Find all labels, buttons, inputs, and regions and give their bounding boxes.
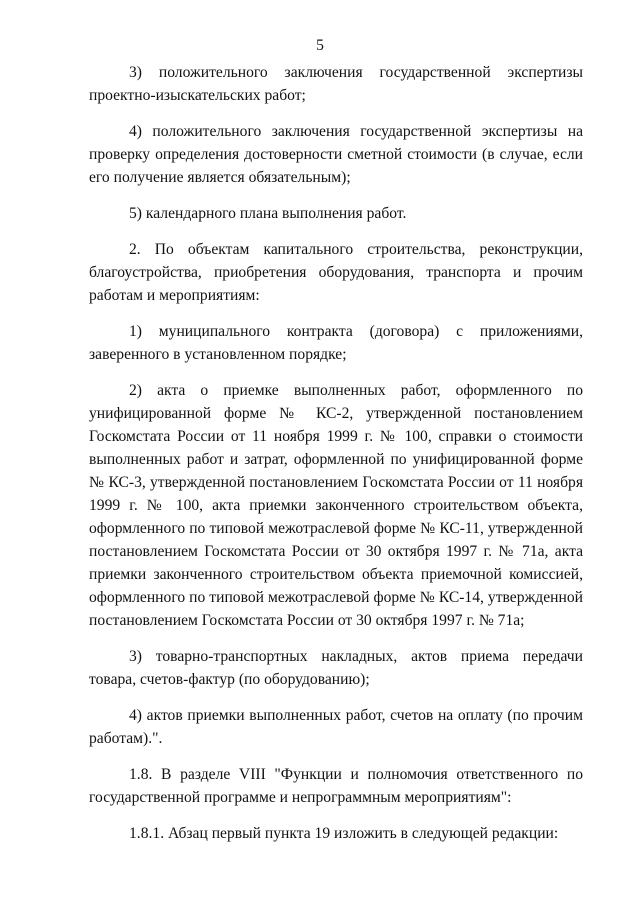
paragraph-item-3: 3) положительного заключения государственной экспертизы проектно-изыскательских работ; — [89, 64, 583, 104]
paragraph-item-4-acceptance: 4) актов приемки выполненных работ, счетов на оплату (по прочим работам).". — [89, 707, 583, 747]
paragraph-item-1-contract: 1) муниципального контракта (договора) с приложениями, заверенного в установленном порядке; — [89, 323, 583, 363]
paragraph-item-5: 5) календарного плана выполнения работ. — [129, 205, 407, 222]
paragraph-item-2-acts: 2) акта о приемке выполненных работ, оформленного по унифицированной форме № КС-2, утвержденной постановлением Госкомстата России от 11 ноября 1999 г. № 100, справки о стоимости выполненных работ и затрат, оформленной по унифицированной форме № КС-3, утвержденной постановлением Госкомстата России от 11 ноября 1999 г. № 100, акта приемки законченного строительством объекта, оформленного по типовой межотраслевой форме № КС-11, утвержденной постановлением Госкомстата России от 30 октября 1997 г. № 71а, акта приемки законченного строительством объекта приемочной комиссией, оформленного по типовой межотраслевой форме № КС-14, утвержденной постановлением Госкомстата России от 30 октября 1997 г. № 71а; — [89, 382, 583, 629]
document-body — [89, 61, 583, 858]
page-number: 5 — [316, 37, 324, 54]
paragraph-item-4: 4) положительного заключения государственной экспертизы на проверку определения достоверности сметной стоимости (в случае, если его получение является обязательным); — [89, 123, 583, 186]
paragraph-section-1-8: 1.8. В разделе VIII "Функции и полномочия ответственного по государственной программе и непрограммным мероприятиям": — [89, 766, 583, 806]
paragraph-item-3-invoices: 3) товарно-транспортных накладных, актов приема передачи товара, счетов-фактур (по оборудованию); — [89, 648, 583, 688]
paragraph-section-1-8-1: 1.8.1. Абзац первый пункта 19 изложить в следующей редакции: — [129, 825, 559, 842]
paragraph-section-2: 2. По объектам капитального строительства, реконструкции, благоустройства, приобретения оборудования, транспорта и прочим работам и мероприятиям: — [89, 241, 583, 304]
